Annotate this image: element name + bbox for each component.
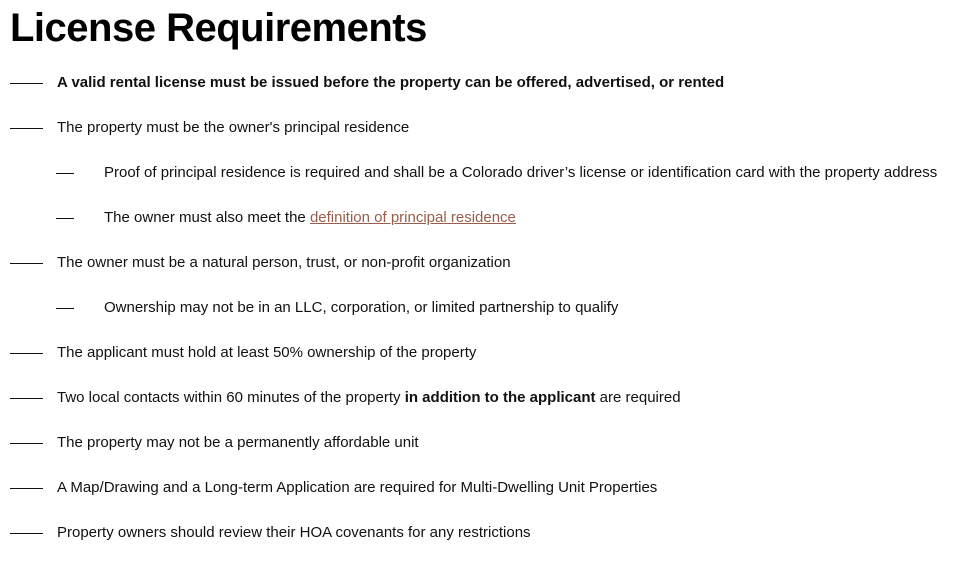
dash-marker xyxy=(10,353,43,354)
requirement-text: A valid rental license must be issued before the property can be offered, advertised, or rented xyxy=(57,74,725,91)
requirement-text-before: Two local contacts within 60 minutes of the property xyxy=(57,389,405,406)
requirement-text xyxy=(57,387,681,409)
dash-marker xyxy=(10,128,43,129)
principal-residence-definition-link[interactable]: definition of principal residence xyxy=(309,209,516,226)
dash-marker xyxy=(10,398,43,399)
requirement-text: The property must be the owner's principal residence xyxy=(57,119,410,136)
dash-marker xyxy=(10,533,43,534)
requirement-text: The applicant must hold at least 50% ownership of the property xyxy=(57,344,477,361)
requirement-text: Ownership may not be in an LLC, corporation, or limited partnership to qualify xyxy=(104,299,619,316)
dash-marker xyxy=(56,173,74,174)
dash-marker xyxy=(56,308,74,309)
requirement-text: Proof of principal residence is required and shall be a Colorado driver’s license or identification card with the property address xyxy=(104,164,938,181)
requirement-text-emphasis: in addition to the applicant xyxy=(404,389,596,406)
page-title: License Requirements xyxy=(10,6,427,50)
requirement-text xyxy=(104,207,516,229)
requirement-text-after: are required xyxy=(595,389,681,406)
dash-marker xyxy=(10,443,43,444)
requirement-text-before-link: The owner must also meet the xyxy=(104,209,310,226)
dash-marker xyxy=(56,218,74,219)
requirement-text: The owner must be a natural person, trust, or non-profit organization xyxy=(57,254,511,271)
dash-marker xyxy=(10,83,43,84)
dash-marker xyxy=(10,263,43,264)
requirement-text: Property owners should review their HOA covenants for any restrictions xyxy=(57,524,531,541)
requirement-text: The property may not be a permanently affordable unit xyxy=(57,434,419,451)
requirement-text: A Map/Drawing and a Long-term Application are required for Multi-Dwelling Unit Properties xyxy=(57,479,658,496)
dash-marker xyxy=(10,488,43,489)
